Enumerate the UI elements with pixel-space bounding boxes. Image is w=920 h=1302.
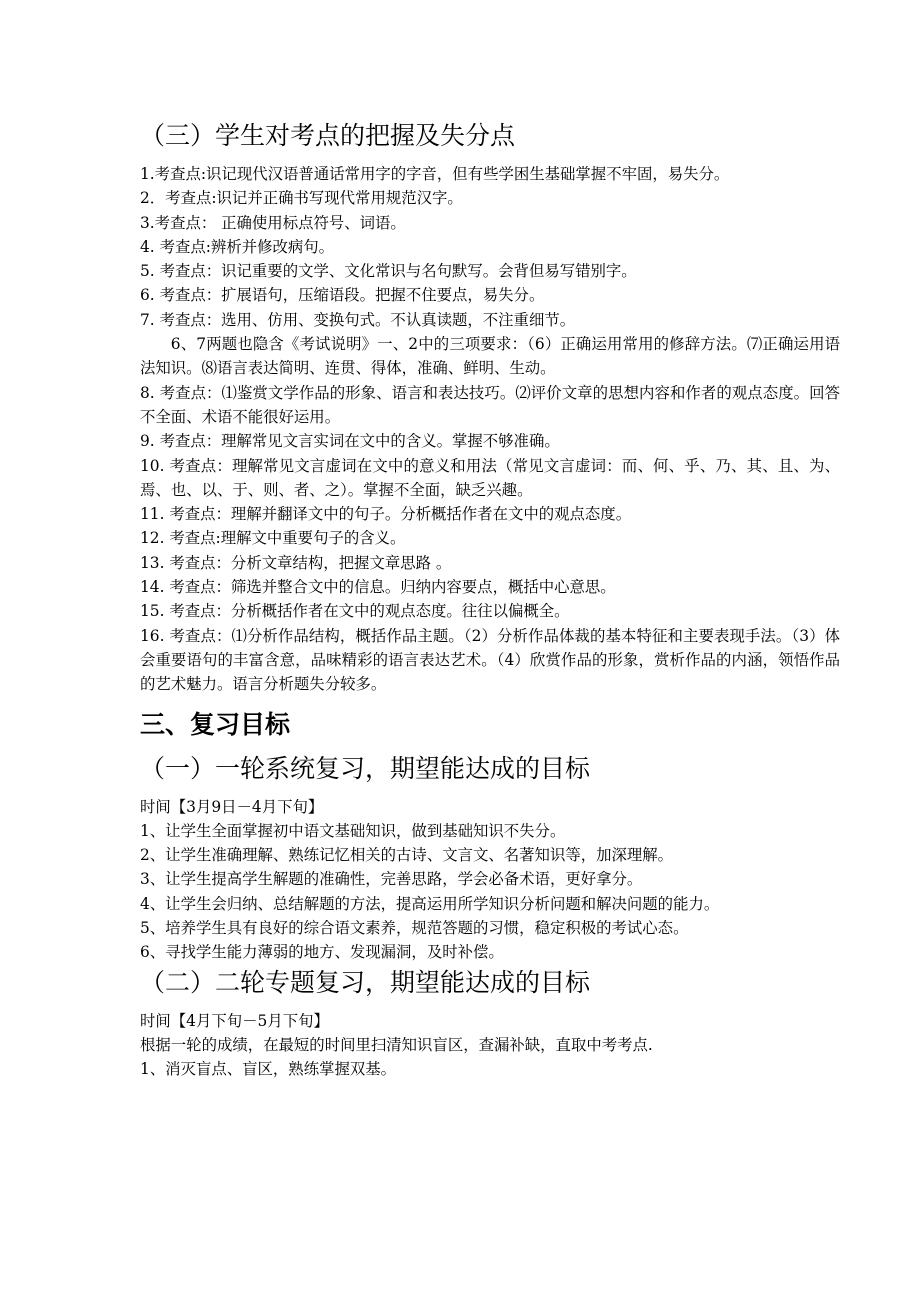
exam-point-item: 13. 考查点：分析文章结构，把握文章思路 。 bbox=[140, 553, 452, 572]
exam-point-item: 1.考查点:识记现代汉语普通话常用字的字音，但有些学困生基础掌握不牢固，易失分。 bbox=[140, 165, 730, 183]
round1-item: 4、让学生会归纳、总结解题的方法，提高运用所学知识分析问题和解决问题的能力。 bbox=[140, 894, 720, 913]
exam-point-item: 12. 考查点:理解文中重要句子的含义。 bbox=[140, 529, 406, 548]
round1-list bbox=[140, 795, 840, 965]
round2-list bbox=[140, 1009, 840, 1082]
exam-point-note: 6、7两题也隐含《考试说明》一、2中的三项要求：（6）正确运用常用的修辞方法。⑺正确运用语法知识。⑻语言表达简明、连贯、得体，准确、鲜明、生动。 bbox=[140, 335, 840, 378]
exam-point-item: 2．考查点:识记并正确书写现代常用规范汉字。 bbox=[140, 189, 463, 208]
exam-point-item: 11. 考查点：理解并翻译文中的句子。分析概括作者在文中的观点态度。 bbox=[140, 505, 632, 524]
round1-item: 1、让学生全面掌握初中语文基础知识，做到基础知识不失分。 bbox=[140, 821, 566, 840]
round2-intro: 根据一轮的成绩，在最短的时间里扫清知识盲区，查漏补缺，直取中考考点. bbox=[140, 1035, 653, 1054]
round1-item: 5、培养学生具有良好的综合语文素养，规范答题的习惯，稳定积极的考试心态。 bbox=[140, 919, 689, 938]
exam-point-item: 8. 考查点：⑴鉴赏文学作品的形象、语言和表达技巧。⑵评价文章的思想内容和作者的观点态度。回答不全面、术语不能很好运用。 bbox=[140, 383, 840, 426]
exam-point-item: 5. 考查点：识记重要的文学、文化常识与名句默写。会背但易写错别字。 bbox=[140, 262, 637, 281]
round1-item: 2、让学生准确理解、熟练记忆相关的古诗、文言文、名著知识等，加深理解。 bbox=[140, 846, 674, 865]
exam-point-item: 4. 考查点:辨析并修改病句。 bbox=[140, 237, 335, 256]
round2-time: 时间【4月下旬－5月下旬】 bbox=[140, 1011, 329, 1030]
subsection-heading-student-grasp: （三）学生对考点的把握及失分点 bbox=[140, 121, 516, 150]
exam-point-item: 7. 考查点：选用、仿用、变换句式。不认真读题，不注重细节。 bbox=[140, 310, 576, 329]
subsection-heading-round1: （一）一轮系统复习，期望能达成的目标 bbox=[140, 753, 591, 783]
exam-point-list bbox=[140, 162, 840, 697]
exam-point-item: 3.考查点： 正确使用标点符号、词语。 bbox=[140, 213, 406, 232]
subsection-heading-round2: （二）二轮专题复习，期望能达成的目标 bbox=[140, 967, 591, 997]
exam-point-item: 14. 考查点：筛选并整合文中的信息。归纳内容要点，概括中心意思。 bbox=[140, 578, 616, 597]
exam-point-item: 15. 考查点：分析概括作者在文中的观点态度。往往以偏概全。 bbox=[140, 602, 570, 621]
section-heading-review-goals: 三、复习目标 bbox=[140, 709, 291, 739]
exam-point-item: 16. 考查点：⑴分析作品结构，概括作品主题。（2）分析作品体裁的基本特征和主要表现手法。（3）体会重要语句的丰富含意，品味精彩的语言表达艺术。（4）欣赏作品的形象，赏析作品的内涵，领悟作品的艺术魅力。语言分析题失分较多。 bbox=[140, 626, 840, 694]
round1-item: 6、寻找学生能力薄弱的地方、发现漏洞，及时补偿。 bbox=[140, 943, 504, 962]
exam-point-item: 9. 考查点：理解常见文言实词在文中的含义。掌握不够准确。 bbox=[140, 432, 560, 451]
round1-time: 时间【3月9日－4月下旬】 bbox=[140, 797, 324, 816]
exam-point-item: 10. 考查点：理解常见文言虚词在文中的意义和用法（常见文言虚词：而、何、乎、乃、其、且、为、焉、也、以、于、则、者、之）。掌握不全面，缺乏兴趣。 bbox=[140, 456, 840, 499]
round1-item: 3、让学生提高学生解题的准确性，完善思路，学会必备术语，更好拿分。 bbox=[140, 870, 643, 889]
round2-item: 1、消灭盲点、盲区，熟练掌握双基。 bbox=[140, 1060, 397, 1079]
exam-point-item: 6. 考查点：扩展语句，压缩语段。把握不住要点，易失分。 bbox=[140, 286, 545, 305]
